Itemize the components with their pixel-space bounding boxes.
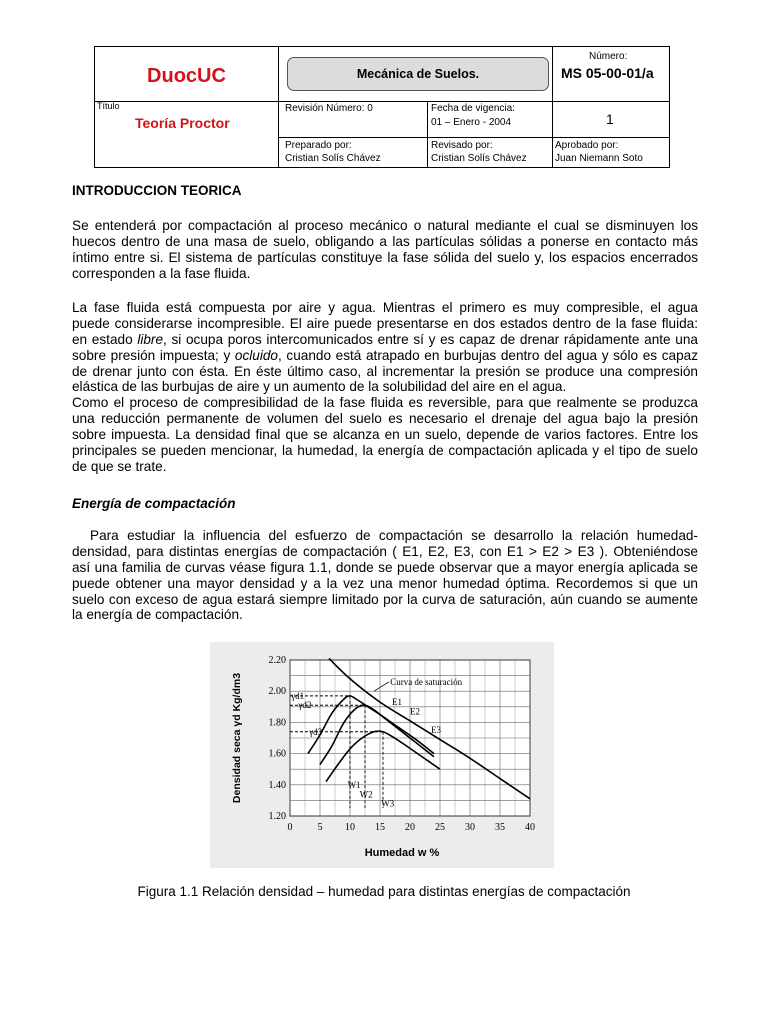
figure-density-moisture [210,642,554,868]
annotation-e2: E2 [410,706,420,717]
text-line: íntimo entre si. El sistema de partículas constituye la fase sólida del suelo y, los espacios encerrados [72,249,698,265]
density-moisture-chart [210,642,554,868]
text-line: puede obtener una mayor densidad y a la vez una menor humedad óptima. Recordemos si que un [72,575,698,591]
x-tick-label: 10 [345,822,355,833]
header-divider [278,137,669,138]
text-line [72,348,698,364]
number-label: Número: [589,51,628,62]
page-number: 1 [606,111,614,127]
x-tick-label: 20 [405,822,415,833]
y-tick-label: 1.60 [268,748,286,760]
text-line: elástica de las burbujas de aire y un aumento de la solubilidad del aire en el agua. [72,379,567,395]
text-line: densidad, para distintas energías de compactación ( E1, E2, E3, con E1 > E2 > E3 ). Obteniéndose [72,543,698,559]
text-line: huecos dentro de una masa de suelo, obligando a las partículas sólidas a ponerse en contacto más [72,233,698,249]
text-line: Como el proceso de compresibilidad de la fase fluida es reversible, para que realmente se produzca [72,395,698,411]
header-divider [427,101,428,167]
annotation-e3: E3 [431,725,441,736]
text-line: corresponden a la fase fluida. [72,265,251,281]
y-tick-label: 1.40 [268,779,286,791]
y-tick-label: 2.20 [268,655,286,666]
x-tick-label: 40 [525,822,535,833]
header-divider [552,47,553,167]
text-fragment: sobre presión impuesta; y [72,347,235,363]
text-line: Se entenderá por compactación al proceso mecánico o natural mediante el cual se disminuyen los [72,218,698,233]
section-heading-introduction: INTRODUCCION TEORICA [72,183,242,198]
approved-label: Aprobado por: [555,140,619,151]
header-divider [278,47,279,167]
validity-label: Fecha de vigencia: [431,103,515,114]
x-tick-label: 5 [317,822,323,833]
document-number: MS 05-00-01/a [561,65,654,81]
text-line: de que se trate. [72,458,167,474]
document-title: Teoría Proctor [135,115,230,131]
figure-caption: Figura 1.1 Relación densidad – humedad para distintas energías de compactación [137,884,631,899]
x-tick-label: 30 [465,822,475,833]
text-line: La fase fluida está compuesta por aire y agua. Mientras el primero es muy compresible, el agua [72,300,698,315]
document-header-table [94,46,670,168]
subject-title: Mecánica de Suelos. [287,57,549,91]
title-label: Título [97,101,120,111]
x-tick-label: 35 [495,822,505,833]
section-heading-energy: Energía de compactación [72,496,236,511]
approved-by: Juan Niemann Soto [555,153,643,164]
text-line: de drenar junto con ésta. En éste último caso, al incrementar la presión se produce una compresión [72,363,698,379]
text-line: una reducción permanente de volumen del suelo es necesario el drenaje del agua bajo la presión [72,411,698,427]
x-tick-label: 25 [435,822,445,833]
emphasis-ocluido: ocluido [234,347,278,363]
paragraph-compaction-definition [72,218,698,282]
annotation-gd3: γd3 [309,726,323,737]
y-tick-label: 2.00 [268,686,286,698]
annotation-saturation: Curva de saturación [390,676,463,687]
paragraph-compaction-energy [72,528,698,623]
reviewed-label: Revisado por: [431,140,493,151]
x-tick-label: 15 [375,822,385,833]
annotation-w1: W1 [347,779,361,790]
paragraph-fluid-phase [72,300,698,475]
text-line [72,332,698,348]
validity-date: 01 – Enero - 2004 [431,117,512,128]
text-line: sobre impuesta. La densidad final que se alcanza en un suelo, depende de varios factores. Entre los [72,427,698,443]
y-tick-label: 1.80 [268,717,286,729]
text-fragment: en estado [72,331,138,347]
brand-logo: DuocUC [147,65,226,87]
text-line: principales se pueden mencionar, la humedad, la energía de compactación aplicada y el tipo de suelo [72,443,698,459]
revision-number: Revisión Número: 0 [285,103,373,114]
x-axis-label: Humedad w % [364,847,440,859]
annotation-e1: E1 [392,697,402,708]
annotation-w2: W2 [359,789,373,800]
reviewed-by: Cristian Solís Chávez [431,153,527,164]
prepared-label: Preparado por: [285,140,352,151]
annotation-gd1: γd1 [291,690,305,701]
x-tick-label: 0 [287,822,293,833]
text-line: suelo con exceso de agua estará siempre limitado por la curva de saturación, aún cuando se aumente [72,591,698,607]
annotation-gd2: γd2 [298,700,312,711]
y-tick-label: 1.20 [268,811,286,822]
emphasis-libre: libre [137,331,164,347]
text-line: puede considerarse incompresible. El aire puede presentarse en dos estados dentro de la fase fluida: [72,315,698,331]
text-line: Para estudiar la influencia del esfuerzo de compactación se desarrollo la relación humedad- [90,528,698,543]
annotation-w3: W3 [381,798,395,809]
text-fragment: , si ocupa poros intercomunicados entre sí y es capaz de drenar rápidamente ante una [163,331,698,347]
text-fragment: , cuando está atrapado en burbujas dentro del agua y sólo es capaz [277,347,698,363]
text-line: así una familia de curvas véase figura 1.1, donde se puede observar que a mayor energía aplicada se [72,559,698,575]
prepared-by: Cristian Solís Chávez [285,153,381,164]
header-divider [95,101,669,102]
text-line: la energía de compactación. [72,607,243,623]
y-axis-label: Densidad seca γd Kg/dm3 [231,672,243,804]
